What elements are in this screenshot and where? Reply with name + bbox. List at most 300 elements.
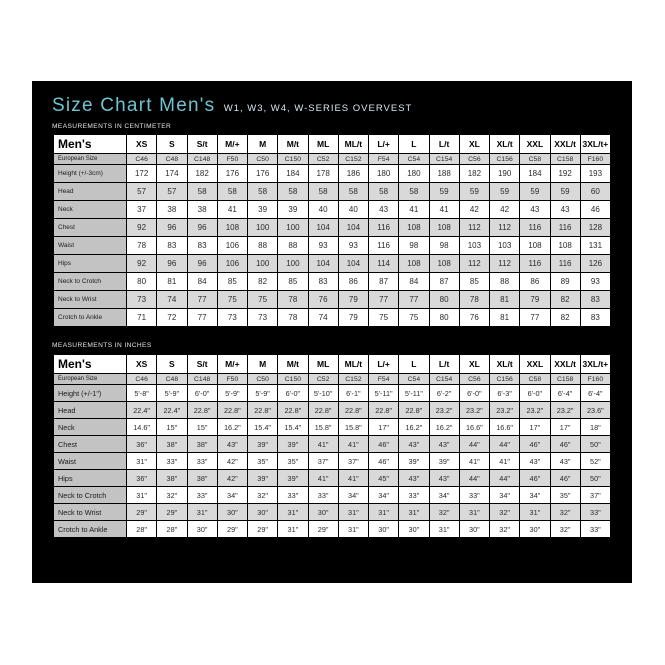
value-cell: 100 — [278, 255, 307, 272]
value-cell: C54 — [399, 374, 428, 384]
size-header-cell: S/t — [188, 355, 217, 373]
size-header-cell: L/t — [430, 355, 459, 373]
value-cell: 73 — [127, 291, 156, 308]
value-cell: 184 — [278, 165, 307, 182]
table-row — [54, 154, 610, 164]
value-cell: 37" — [309, 453, 338, 469]
value-cell: C152 — [339, 154, 368, 164]
value-cell: 44" — [490, 470, 519, 486]
value-cell: 6'-4" — [551, 385, 580, 401]
value-cell: 17" — [369, 419, 398, 435]
value-cell: 31" — [430, 521, 459, 537]
row-label: Chest — [54, 436, 126, 452]
value-cell: 31" — [369, 504, 398, 520]
size-header-cell: S — [157, 135, 186, 153]
value-cell: 126 — [581, 255, 610, 272]
value-cell: 81 — [490, 309, 519, 326]
value-cell: 31" — [278, 504, 307, 520]
value-cell: C48 — [157, 374, 186, 384]
value-cell: 31" — [127, 487, 156, 503]
value-cell: 23.2" — [490, 402, 519, 418]
size-header-cell: XL — [460, 355, 489, 373]
value-cell: 6'-0" — [520, 385, 549, 401]
size-chart-panel — [32, 81, 632, 583]
value-cell: C46 — [127, 154, 156, 164]
value-cell: 30" — [309, 504, 338, 520]
value-cell: 39" — [248, 470, 277, 486]
value-cell: 52" — [581, 453, 610, 469]
value-cell: 116 — [369, 237, 398, 254]
value-cell: 34" — [430, 487, 459, 503]
value-cell: 44" — [460, 470, 489, 486]
value-cell: 23.2" — [460, 402, 489, 418]
value-cell: F160 — [581, 154, 610, 164]
value-cell: 34" — [490, 487, 519, 503]
value-cell: 38" — [157, 436, 186, 452]
value-cell: 22.8" — [188, 402, 217, 418]
value-cell: 33" — [309, 487, 338, 503]
value-cell: 43" — [399, 436, 428, 452]
value-cell: 80 — [127, 273, 156, 290]
size-header-cell: L/+ — [369, 135, 398, 153]
value-cell: C148 — [188, 374, 217, 384]
value-cell: 30" — [460, 521, 489, 537]
table-row — [54, 291, 610, 308]
size-header-cell: L — [399, 135, 428, 153]
value-cell: 41" — [339, 470, 368, 486]
value-cell: 82 — [248, 273, 277, 290]
value-cell: 77 — [369, 291, 398, 308]
size-header-cell: ML — [309, 135, 338, 153]
table-row — [54, 273, 610, 290]
value-cell: 37" — [581, 487, 610, 503]
value-cell: 35" — [278, 453, 307, 469]
size-header-cell: 3XL/t+ — [581, 135, 610, 153]
value-cell: 35" — [248, 453, 277, 469]
value-cell: 112 — [460, 219, 489, 236]
value-cell: 15.4" — [278, 419, 307, 435]
size-header-cell: M/+ — [218, 355, 247, 373]
value-cell: 108 — [551, 237, 580, 254]
value-cell: 108 — [399, 255, 428, 272]
value-cell: 83 — [157, 237, 186, 254]
value-cell: 36" — [127, 436, 156, 452]
value-cell: 104 — [339, 219, 368, 236]
value-cell: 104 — [339, 255, 368, 272]
value-cell: 41" — [309, 470, 338, 486]
value-cell: 6'-1" — [339, 385, 368, 401]
value-cell: 106 — [218, 255, 247, 272]
value-cell: 80 — [430, 291, 459, 308]
value-cell: 31" — [460, 504, 489, 520]
chart-title-main: Size Chart Men's — [52, 95, 216, 116]
value-cell: 42 — [490, 201, 519, 218]
value-cell: 59 — [520, 183, 549, 200]
value-cell: 74 — [309, 309, 338, 326]
value-cell: 43" — [551, 453, 580, 469]
value-cell: 92 — [127, 255, 156, 272]
value-cell: 182 — [188, 165, 217, 182]
row-label: Neck to Crotch — [54, 487, 126, 503]
value-cell: 78 — [460, 291, 489, 308]
value-cell: 39" — [430, 453, 459, 469]
value-cell: C154 — [430, 374, 459, 384]
value-cell: C156 — [490, 374, 519, 384]
value-cell: 39" — [399, 453, 428, 469]
value-cell: 33" — [460, 487, 489, 503]
value-cell: C48 — [157, 154, 186, 164]
table-row — [54, 165, 610, 182]
value-cell: 50" — [581, 470, 610, 486]
value-cell: 34" — [339, 487, 368, 503]
table-row — [54, 419, 610, 435]
table-row — [54, 219, 610, 236]
value-cell: 30" — [248, 504, 277, 520]
value-cell: 33" — [278, 487, 307, 503]
value-cell: 59 — [551, 183, 580, 200]
value-cell: 174 — [157, 165, 186, 182]
value-cell: 33" — [157, 453, 186, 469]
row-label: Crotch to Ankle — [54, 521, 126, 537]
row-label: Head — [54, 183, 126, 200]
size-header-cell: 3XL/t+ — [581, 355, 610, 373]
table-row — [54, 309, 610, 326]
value-cell: 87 — [369, 273, 398, 290]
value-cell: 77 — [188, 291, 217, 308]
size-header-cell: L — [399, 355, 428, 373]
row-label: Hips — [54, 470, 126, 486]
value-cell: F50 — [218, 154, 247, 164]
value-cell: 23.2" — [430, 402, 459, 418]
value-cell: C58 — [520, 154, 549, 164]
size-header-cell: ML/t — [339, 355, 368, 373]
value-cell: 59 — [430, 183, 459, 200]
value-cell: 87 — [430, 273, 459, 290]
value-cell: 28" — [127, 521, 156, 537]
value-cell: 58 — [278, 183, 307, 200]
value-cell: 31" — [339, 521, 368, 537]
value-cell: 29" — [248, 521, 277, 537]
value-cell: C156 — [490, 154, 519, 164]
value-cell: 182 — [460, 165, 489, 182]
value-cell: 33" — [399, 487, 428, 503]
size-header-cell: XS — [127, 135, 156, 153]
table-row — [54, 402, 610, 418]
value-cell: 14.6" — [127, 419, 156, 435]
value-cell: 77 — [399, 291, 428, 308]
value-cell: 42" — [218, 453, 247, 469]
value-cell: 108 — [520, 237, 549, 254]
value-cell: 5'-9" — [157, 385, 186, 401]
value-cell: 5'-8" — [127, 385, 156, 401]
value-cell: 58 — [369, 183, 398, 200]
size-header-cell: XL/t — [490, 135, 519, 153]
value-cell: 45" — [369, 470, 398, 486]
size-header-cell: XXL/t — [551, 135, 580, 153]
value-cell: 60 — [581, 183, 610, 200]
value-cell: 39 — [278, 201, 307, 218]
value-cell: 58 — [309, 183, 338, 200]
value-cell: F50 — [218, 374, 247, 384]
value-cell: 116 — [520, 219, 549, 236]
value-cell: C56 — [460, 154, 489, 164]
row-label: European Size — [54, 374, 126, 384]
value-cell: 31" — [188, 504, 217, 520]
value-cell: 6'-3" — [490, 385, 519, 401]
value-cell: C46 — [127, 374, 156, 384]
value-cell: 16.2" — [430, 419, 459, 435]
value-cell: 96 — [188, 255, 217, 272]
value-cell: 58 — [399, 183, 428, 200]
size-header-cell: XXL — [520, 355, 549, 373]
size-header-cell: M — [248, 355, 277, 373]
table-row — [54, 453, 610, 469]
value-cell: 34" — [369, 487, 398, 503]
table-row — [54, 436, 610, 452]
value-cell: 43" — [430, 436, 459, 452]
value-cell: 22.8" — [248, 402, 277, 418]
value-cell: 103 — [490, 237, 519, 254]
size-header-cell: M/t — [278, 135, 307, 153]
value-cell: 178 — [309, 165, 338, 182]
value-cell: 85 — [460, 273, 489, 290]
size-header-cell: L/+ — [369, 355, 398, 373]
value-cell: 93 — [581, 273, 610, 290]
value-cell: 22.8" — [339, 402, 368, 418]
value-cell: 112 — [490, 255, 519, 272]
value-cell: 17" — [520, 419, 549, 435]
value-cell: 59 — [490, 183, 519, 200]
value-cell: 32" — [490, 521, 519, 537]
value-cell: 58 — [188, 183, 217, 200]
value-cell: 44" — [460, 436, 489, 452]
value-cell: 75 — [369, 309, 398, 326]
row-label: Height (+/-1") — [54, 385, 126, 401]
value-cell: 37 — [127, 201, 156, 218]
value-cell: 73 — [218, 309, 247, 326]
value-cell: 96 — [157, 219, 186, 236]
value-cell: 40 — [309, 201, 338, 218]
value-cell: 79 — [339, 309, 368, 326]
value-cell: 176 — [248, 165, 277, 182]
value-cell: 193 — [581, 165, 610, 182]
header-row — [54, 355, 610, 373]
value-cell: 39" — [278, 470, 307, 486]
table-row — [54, 385, 610, 401]
value-cell: 83 — [309, 273, 338, 290]
value-cell: 23.6" — [581, 402, 610, 418]
value-cell: 46" — [551, 470, 580, 486]
value-cell: 22.8" — [278, 402, 307, 418]
value-cell: F54 — [369, 374, 398, 384]
row-label: Crotch to Ankle — [54, 309, 126, 326]
size-header-cell: M — [248, 135, 277, 153]
value-cell: 17" — [551, 419, 580, 435]
value-cell: 38 — [157, 201, 186, 218]
value-cell: 41" — [460, 453, 489, 469]
value-cell: C52 — [309, 154, 338, 164]
value-cell: 58 — [218, 183, 247, 200]
value-cell: 6'-0" — [460, 385, 489, 401]
value-cell: 190 — [490, 165, 519, 182]
value-cell: 22.4" — [127, 402, 156, 418]
table-row — [54, 504, 610, 520]
value-cell: 108 — [399, 219, 428, 236]
value-cell: 39 — [248, 201, 277, 218]
value-cell: C56 — [460, 374, 489, 384]
value-cell: 100 — [278, 219, 307, 236]
value-cell: 40 — [339, 201, 368, 218]
value-cell: 15" — [157, 419, 186, 435]
value-cell: 78 — [278, 291, 307, 308]
size-header-cell: XXL/t — [551, 355, 580, 373]
value-cell: 22.8" — [309, 402, 338, 418]
value-cell: 98 — [399, 237, 428, 254]
value-cell: 188 — [430, 165, 459, 182]
value-cell: 23.2" — [520, 402, 549, 418]
value-cell: 46 — [581, 201, 610, 218]
value-cell: 128 — [581, 219, 610, 236]
table-row — [54, 470, 610, 486]
value-cell: 43 — [369, 201, 398, 218]
value-cell: 6'-0" — [188, 385, 217, 401]
value-cell: 43" — [520, 453, 549, 469]
value-cell: 82 — [551, 291, 580, 308]
value-cell: 42 — [460, 201, 489, 218]
value-cell: 6'-0" — [278, 385, 307, 401]
value-cell: 83 — [581, 309, 610, 326]
size-header-cell: S — [157, 355, 186, 373]
header-label: Men's — [54, 355, 126, 373]
value-cell: 5'-10" — [309, 385, 338, 401]
value-cell: 15.4" — [248, 419, 277, 435]
value-cell: 33" — [188, 487, 217, 503]
value-cell: 38" — [188, 436, 217, 452]
value-cell: 72 — [157, 309, 186, 326]
value-cell: 92 — [127, 219, 156, 236]
value-cell: 38" — [188, 470, 217, 486]
value-cell: 44" — [490, 436, 519, 452]
value-cell: C150 — [278, 154, 307, 164]
size-header-cell: XL — [460, 135, 489, 153]
size-header-cell: XXL — [520, 135, 549, 153]
value-cell: 35" — [551, 487, 580, 503]
value-cell: 77 — [520, 309, 549, 326]
value-cell: 32" — [551, 521, 580, 537]
value-cell: 15.8" — [339, 419, 368, 435]
header-label: Men's — [54, 135, 126, 153]
value-cell: 93 — [309, 237, 338, 254]
value-cell: 93 — [339, 237, 368, 254]
value-cell: 74 — [157, 291, 186, 308]
value-cell: 34" — [218, 487, 247, 503]
row-label: Head — [54, 402, 126, 418]
value-cell: 79 — [520, 291, 549, 308]
value-cell: 57 — [157, 183, 186, 200]
value-cell: C148 — [188, 154, 217, 164]
value-cell: 30" — [399, 521, 428, 537]
value-cell: 82 — [551, 309, 580, 326]
table-row — [54, 521, 610, 537]
size-header-cell: S/t — [188, 135, 217, 153]
value-cell: C154 — [430, 154, 459, 164]
value-cell: 31" — [278, 521, 307, 537]
row-label: Chest — [54, 219, 126, 236]
value-cell: 16.2" — [399, 419, 428, 435]
value-cell: 36" — [127, 470, 156, 486]
table-inches — [53, 354, 611, 538]
value-cell: 98 — [430, 237, 459, 254]
table-row — [54, 237, 610, 254]
value-cell: 108 — [430, 219, 459, 236]
value-cell: 22.8" — [369, 402, 398, 418]
table-row — [54, 374, 610, 384]
value-cell: 32" — [490, 504, 519, 520]
value-cell: 83 — [581, 291, 610, 308]
value-cell: 176 — [218, 165, 247, 182]
row-label: Hips — [54, 255, 126, 272]
value-cell: 180 — [399, 165, 428, 182]
value-cell: 100 — [248, 219, 277, 236]
value-cell: 46" — [520, 436, 549, 452]
value-cell: 100 — [248, 255, 277, 272]
table-row — [54, 183, 610, 200]
value-cell: 84 — [188, 273, 217, 290]
value-cell: C50 — [248, 374, 277, 384]
value-cell: 83 — [188, 237, 217, 254]
value-cell: 78 — [278, 309, 307, 326]
size-header-cell: XS — [127, 355, 156, 373]
section-label-inches: MEASUREMENTS IN INCHES — [52, 342, 152, 349]
value-cell: 180 — [369, 165, 398, 182]
value-cell: C150 — [278, 374, 307, 384]
value-cell: 172 — [127, 165, 156, 182]
value-cell: 42" — [218, 470, 247, 486]
row-label: Neck to Wrist — [54, 504, 126, 520]
value-cell: 96 — [157, 255, 186, 272]
value-cell: 81 — [490, 291, 519, 308]
value-cell: 89 — [551, 273, 580, 290]
row-label: Neck — [54, 201, 126, 218]
value-cell: C158 — [551, 374, 580, 384]
value-cell: 131 — [581, 237, 610, 254]
value-cell: 112 — [460, 255, 489, 272]
value-cell: 31" — [399, 504, 428, 520]
value-cell: 41" — [339, 436, 368, 452]
value-cell: 96 — [188, 219, 217, 236]
value-cell: 43 — [520, 201, 549, 218]
value-cell: 39" — [278, 436, 307, 452]
value-cell: 116 — [551, 219, 580, 236]
row-label: Neck — [54, 419, 126, 435]
header-row — [54, 135, 610, 153]
value-cell: 22.8" — [218, 402, 247, 418]
value-cell: 16.6" — [460, 419, 489, 435]
value-cell: 39" — [248, 436, 277, 452]
row-label: Neck to Wrist — [54, 291, 126, 308]
value-cell: 106 — [218, 237, 247, 254]
value-cell: 104 — [309, 255, 338, 272]
value-cell: 29" — [218, 521, 247, 537]
row-label: European Size — [54, 154, 126, 164]
value-cell: 5'-11" — [369, 385, 398, 401]
value-cell: 32" — [157, 487, 186, 503]
value-cell: 22.8" — [399, 402, 428, 418]
value-cell: 5'-9" — [248, 385, 277, 401]
row-label: Height (+/-3cm) — [54, 165, 126, 182]
chart-title-sub: W1, W3, W4, W-SERIES OVERVEST — [223, 103, 413, 114]
value-cell: 38 — [188, 201, 217, 218]
